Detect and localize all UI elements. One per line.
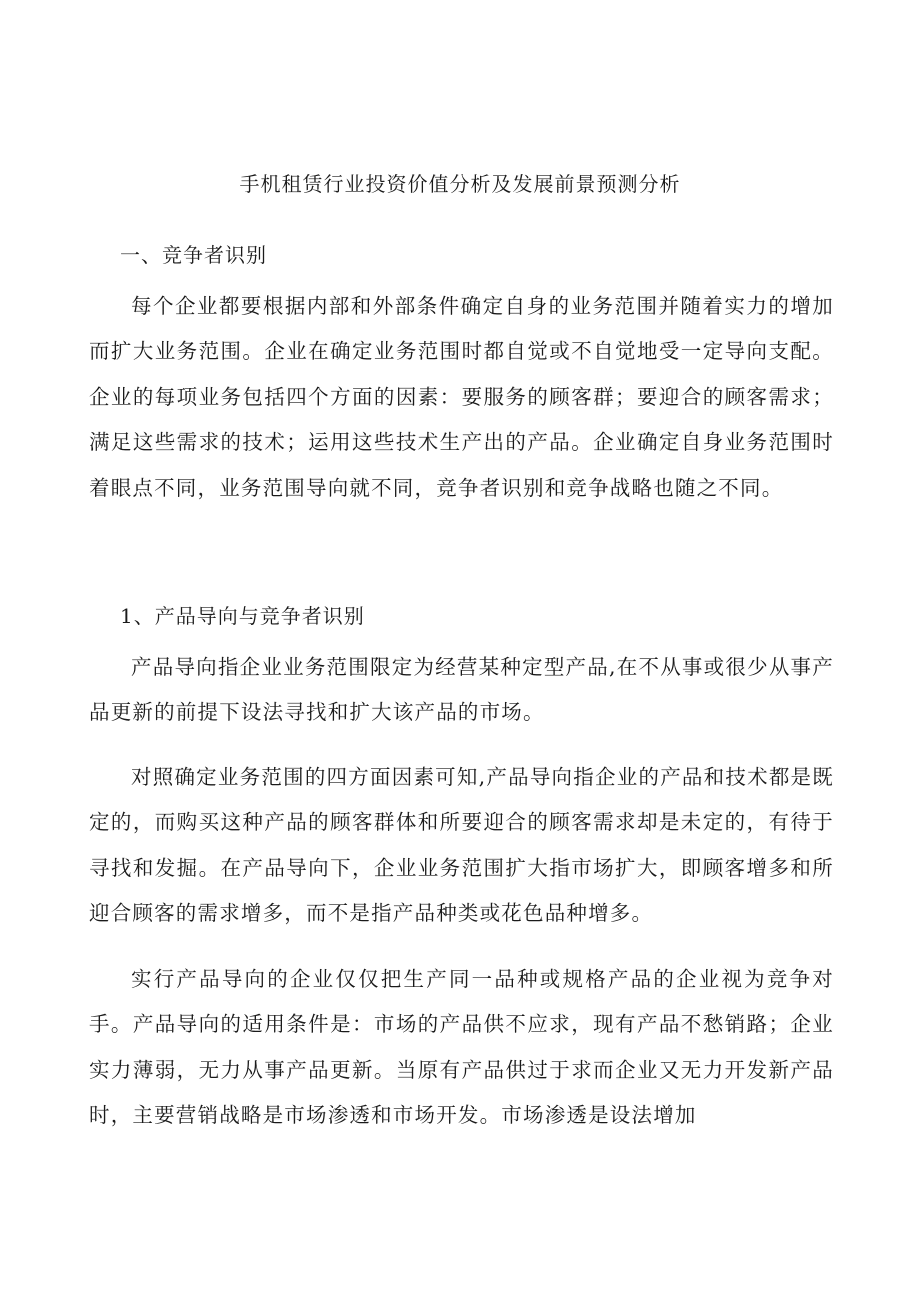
section-heading-competitor-identification: 一、竞争者识别: [120, 243, 267, 267]
body-paragraph: 产品导向指企业业务范围限定为经营某种定型产品,在不从事或很少从事产品更新的前提下设法寻找和扩大该产品的市场。: [89, 655, 834, 725]
intro-paragraph: 每个企业都要根据内部和外部条件确定自身的业务范围并随着实力的增加而扩大业务范围。企业在确定业务范围时都自觉或不自觉地受一定导向支配。企业的每项业务包括四个方面的因素：要服务的顾客群；要迎合的顾客需求；满足这些需求的技术；运用这些技术生产出的产品。企业确定自身业务范围时着眼点不同，业务范围导向就不同，竞争者识别和竞争战略也随之不同。: [89, 294, 834, 500]
document-title: 手机租赁行业投资价值分析及发展前景预测分析: [239, 172, 681, 196]
subsection-heading-product-orientation: 1、产品导向与竞争者识别: [120, 604, 365, 628]
body-paragraph: 对照确定业务范围的四方面因素可知,产品导向指企业的产品和技术都是既定的，而购买这种产品的顾客群体和所要迎合的顾客需求却是未定的，有待于寻找和发掘。在产品导向下，企业业务范围扩大指市场扩大，即顾客增多和所迎合顾客的需求增多，而不是指产品种类或花色品种增多。: [89, 765, 834, 926]
body-paragraph: 实行产品导向的企业仅仅把生产同一品种或规格产品的企业视为竞争对手。产品导向的适用条件是：市场的产品供不应求，现有产品不愁销路；企业实力薄弱，无力从事产品更新。当原有产品供过于求而企业又无力开发新产品时，主要营销战略是市场渗透和市场开发。市场渗透是设法增加: [89, 967, 834, 1128]
